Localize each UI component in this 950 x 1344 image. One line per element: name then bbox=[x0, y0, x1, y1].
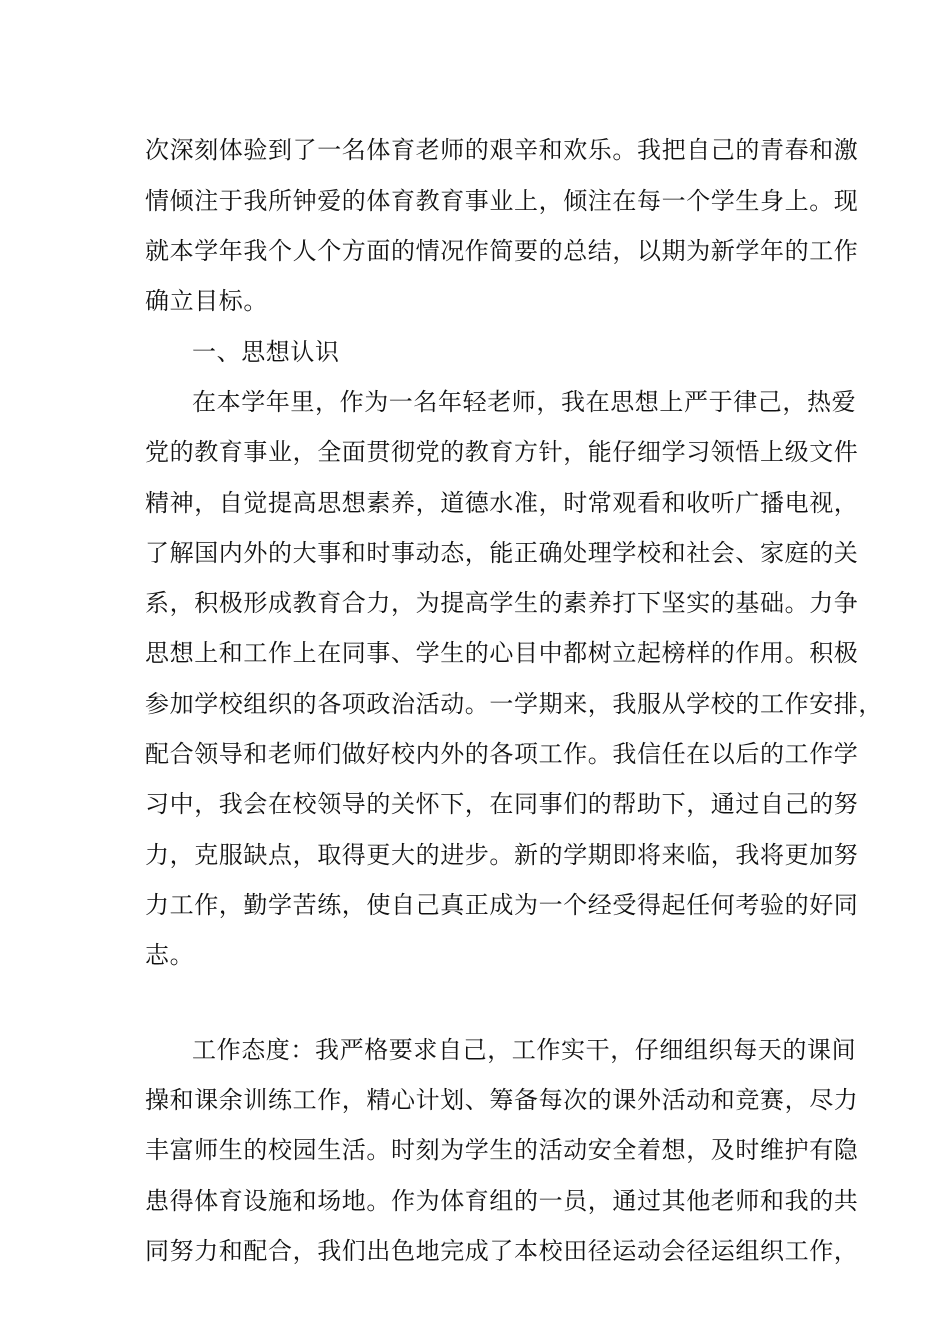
text-line: 系，积极形成教育合力，为提高学生的素养打下坚实的基础。力争 bbox=[145, 589, 859, 617]
text-line: 操和课余训练工作，精心计划、筹备每次的课外活动和竞赛，尽力 bbox=[145, 1086, 859, 1114]
text-line: 习中，我会在校领导的关怀下，在同事们的帮助下，通过自己的努 bbox=[145, 790, 859, 818]
text-line: 配合领导和老师们做好校内外的各项工作。我信任在以后的工作学 bbox=[145, 740, 859, 768]
text-line: 力，克服缺点，取得更大的进步。新的学期即将来临，我将更加努 bbox=[145, 841, 859, 869]
text-line: 患得体育设施和场地。作为体育组的一员，通过其他老师和我的共 bbox=[145, 1187, 859, 1215]
text-line: 了解国内外的大事和时事动态，能正确处理学校和社会、家庭的关 bbox=[145, 539, 859, 567]
text-line: 精神，自觉提高思想素养，道德水准，时常观看和收听广播电视， bbox=[145, 489, 859, 517]
text-line: 情倾注于我所钟爱的体育教育事业上，倾注在每一个学生身上。现 bbox=[145, 187, 859, 215]
text-line: 志。 bbox=[145, 941, 195, 969]
text-line: 党的教育事业，全面贯彻党的教育方针，能仔细学习领悟上级文件 bbox=[145, 438, 859, 466]
text-line: 工作态度：我严格要求自己，工作实干，仔细组织每天的课间 bbox=[192, 1036, 857, 1064]
text-line: 思想上和工作上在同事、学生的心目中都树立起榜样的作用。积极 bbox=[145, 639, 859, 667]
text-line: 就本学年我个人个方面的情况作简要的总结，以期为新学年的工作 bbox=[145, 237, 859, 265]
text-line: 同努力和配合，我们出色地完成了本校田径运动会径运组织工作， bbox=[145, 1237, 859, 1265]
text-line: 确立目标。 bbox=[145, 287, 268, 315]
text-line: 次深刻体验到了一名体育老师的艰辛和欢乐。我把自己的青春和激 bbox=[145, 136, 859, 164]
text-line: 参加学校组织的各项政治活动。一学期来，我服从学校的工作安排， bbox=[145, 690, 883, 718]
text-line: 在本学年里，作为一名年轻老师，我在思想上严于律己，热爱 bbox=[192, 388, 857, 416]
section-heading: 一、思想认识 bbox=[192, 338, 340, 366]
text-line: 丰富师生的校园生活。时刻为学生的活动安全着想，及时维护有隐 bbox=[145, 1136, 859, 1164]
text-line: 力工作，勤学苦练，使自己真正成为一个经受得起任何考验的好同 bbox=[145, 891, 859, 919]
